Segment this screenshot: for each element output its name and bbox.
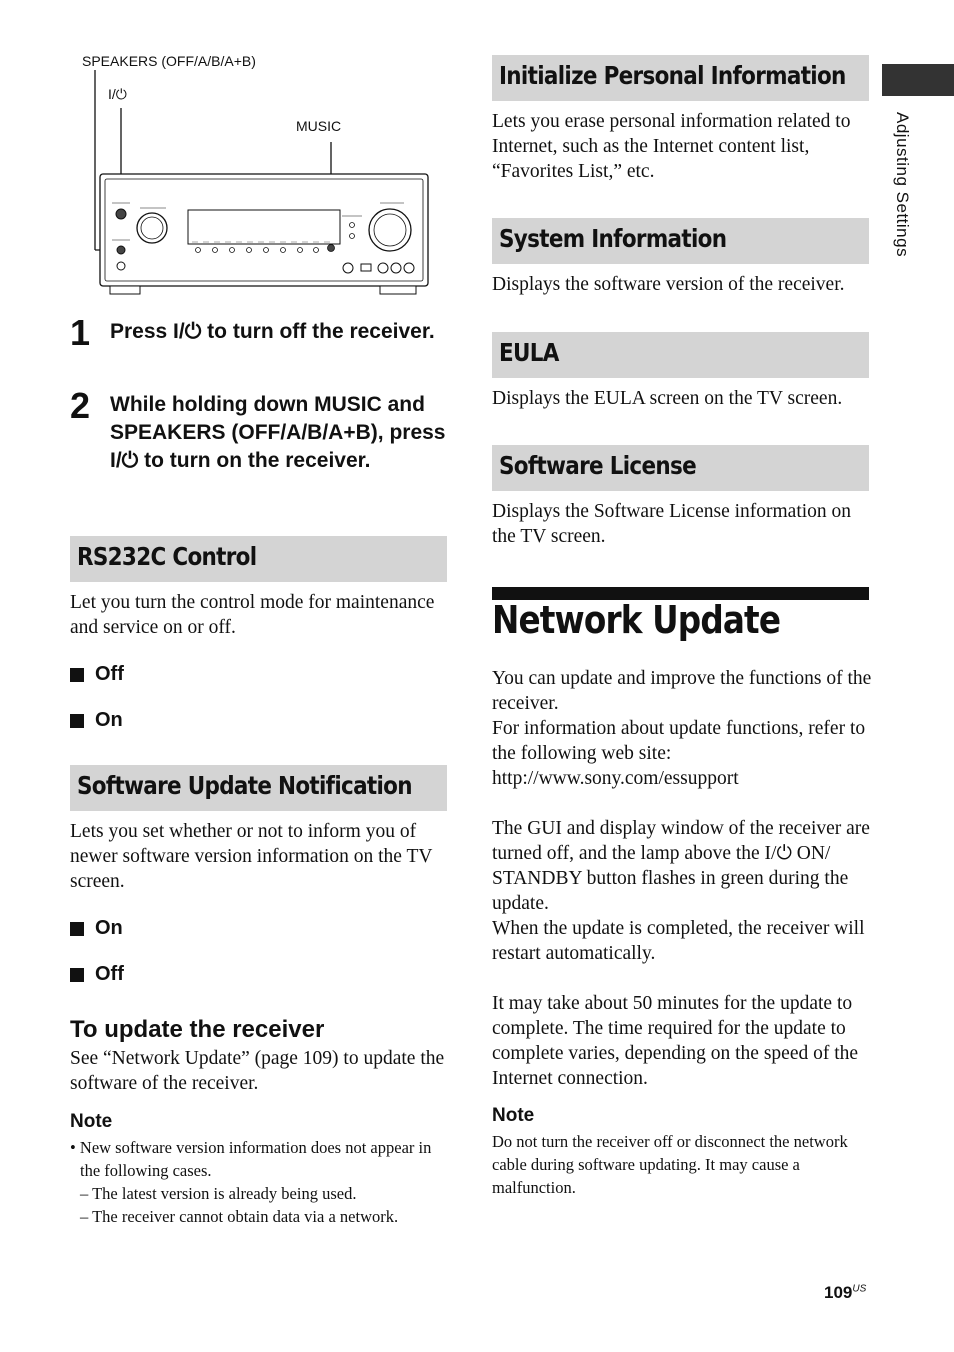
power-callout-label: I/⏻ xyxy=(108,86,127,102)
network-update-paragraph: When the update is completed, the receiver will restart automatically. xyxy=(492,918,865,964)
rs232c-option-on xyxy=(70,709,123,732)
eula-heading-box xyxy=(492,332,869,378)
chapter-tab-label: Adjusting Settings xyxy=(893,112,912,258)
to-update-description: See “Network Update” (page 109) to update the software of the receiver. xyxy=(70,1048,445,1094)
eula-heading: EULA xyxy=(499,338,559,367)
right-note-heading: Note xyxy=(492,1105,535,1126)
software-update-notification-heading-box xyxy=(70,765,447,811)
initialize-description: Lets you erase personal information related to Internet, such as the Internet content list, “Favorites List,” etc. xyxy=(492,111,851,182)
rs232c-description: Let you turn the control mode for maintenance and service on or off. xyxy=(70,592,435,638)
step-2 xyxy=(70,385,450,475)
step-number: 1 xyxy=(70,312,91,353)
step-1 xyxy=(70,312,450,353)
network-update-paragraph: It may take about 50 minutes for the update to complete. The time required for the update to complete varies, depending on the speed of the Internet connection. xyxy=(492,993,859,1089)
to-update-heading: To update the receiver xyxy=(70,1016,325,1043)
speakers-callout-label: SPEAKERS (OFF/A/B/A+B) xyxy=(82,53,256,69)
network-update-title: Network Update xyxy=(492,598,781,642)
chapter-tab-marker xyxy=(882,64,954,96)
software-license-heading-box xyxy=(492,445,869,491)
software-license-heading: Software License xyxy=(499,451,697,480)
network-update-paragraph: For information about update functions, refer to the following web site: xyxy=(492,718,866,764)
network-update-paragraph: The GUI and display window of the receiver are turned off, and the lamp above the I/⏻ ON/ STANDBY button flashes in green during the update. xyxy=(492,818,870,914)
page-number xyxy=(824,1283,866,1303)
option-label: On xyxy=(95,709,123,731)
software-update-notification-description: Lets you set whether or not to inform you of newer software version information on the TV screen. xyxy=(70,821,433,892)
note-dash-item: – The latest version is already being used. xyxy=(80,1184,357,1203)
step-text: While holding down MUSIC and SPEAKERS (OFF/A/B/A+B), press I/⏻ to turn on the receiver. xyxy=(110,393,446,472)
step-text: Press I/⏻ to turn off the receiver. xyxy=(110,320,435,343)
option-label: Off xyxy=(95,663,124,685)
rs232c-option-off xyxy=(70,663,124,686)
rs232c-heading-box xyxy=(70,536,447,582)
initialize-heading: Initialize Personal Information xyxy=(499,61,846,90)
page-number-value: 109 xyxy=(824,1283,853,1302)
notification-option-off xyxy=(70,963,124,986)
left-note-heading: Note xyxy=(70,1111,113,1132)
system-info-heading-box xyxy=(492,218,869,264)
receiver-front-panel-diagram xyxy=(80,70,440,300)
support-url: http://www.sony.com/essupport xyxy=(492,768,739,789)
page-number-suffix: US xyxy=(852,1283,867,1295)
rs232c-heading: RS232C Control xyxy=(77,542,257,571)
square-bullet-icon xyxy=(70,668,84,682)
square-bullet-icon xyxy=(70,922,84,936)
note-dash-item: – The receiver cannot obtain data via a network. xyxy=(80,1207,399,1226)
option-label: On xyxy=(95,917,123,939)
music-callout-label: MUSIC xyxy=(296,118,342,134)
eula-description: Displays the EULA screen on the TV screen. xyxy=(492,388,843,409)
notification-option-on xyxy=(70,917,123,940)
initialize-heading-box xyxy=(492,55,869,101)
network-update-body xyxy=(492,666,872,1091)
step-number: 2 xyxy=(70,385,91,426)
option-label: Off xyxy=(95,963,124,985)
software-license-description: Displays the Software License information on the TV screen. xyxy=(492,501,852,547)
note-bullet: • New software version information does not appear in the following cases. xyxy=(70,1138,432,1180)
right-note-body: Do not turn the receiver off or disconnect the network cable during software updating. It may cause a malfunction. xyxy=(492,1132,848,1197)
system-info-description: Displays the software version of the receiver. xyxy=(492,274,845,295)
network-update-paragraph: You can update and improve the functions of the receiver. xyxy=(492,668,872,714)
square-bullet-icon xyxy=(70,714,84,728)
system-info-heading: System Information xyxy=(499,224,727,253)
left-note-body xyxy=(70,1136,450,1228)
square-bullet-icon xyxy=(70,968,84,982)
software-update-notification-heading: Software Update Notification xyxy=(77,771,412,800)
